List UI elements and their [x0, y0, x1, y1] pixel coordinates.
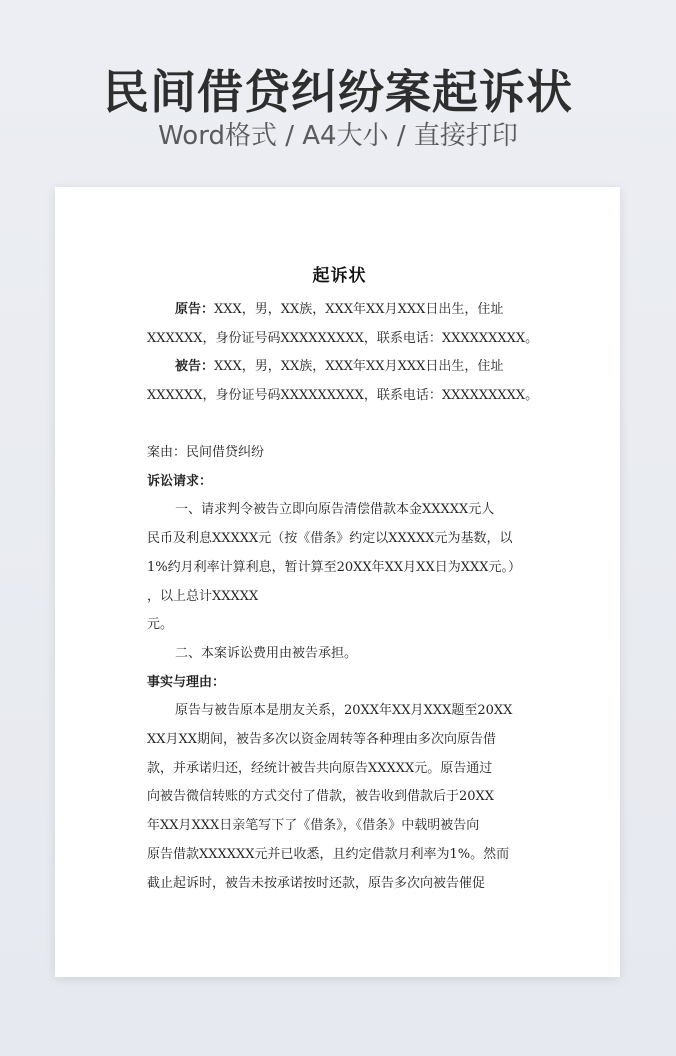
- plaintiff-line-1: [175, 301, 503, 319]
- facts-heading: 事实与理由：: [147, 675, 226, 690]
- document-title: 起诉状: [312, 266, 367, 286]
- facts-line: 原告借款XXXXXX元并已收悉，且约定借款月利率为1%。然而: [147, 847, 510, 862]
- claims-line: ，以上总计XXXXX: [147, 589, 259, 604]
- facts-line: 年XX月XXX日亲笔写下了《借条》，《借条》中载明被告向: [147, 818, 480, 833]
- claims-line: 民币及利息XXXXX元（按《借条》约定以XXXXX元为基数，以: [147, 531, 513, 546]
- claims-line: 一、请求判令被告立即向原告清偿借款本金XXXXX元人: [175, 502, 495, 517]
- claims-line: 元。: [147, 617, 174, 632]
- defendant-info-1: XXX，男，XX族，XXX年XX月XXX日出生，住址: [214, 359, 504, 374]
- banner-title: 民间借贷纠纷案起诉状: [103, 65, 573, 119]
- claims-line: 1%约月利率计算利息，暂计算至20XX年XX月XX日为XXX元。）: [147, 560, 521, 575]
- cause-of-action: 案由：民间借贷纠纷: [147, 445, 265, 460]
- banner-subtitle: Word格式 / A4大小 / 直接打印: [158, 121, 518, 151]
- facts-line: 款，并承诺归还，经统计被告共向原告XXXXX元。原告通过: [147, 761, 493, 776]
- document-page: [55, 187, 620, 977]
- facts-line: 原告与被告原本是朋友关系，20XX年XX月XXX题至20XX: [175, 703, 513, 718]
- claims-heading: 诉讼请求：: [147, 474, 213, 489]
- defendant-label: 被告：: [175, 359, 215, 374]
- plaintiff-info-1: XXX，男，XX族，XXX年XX月XXX日出生，住址: [214, 302, 504, 317]
- defendant-line-2: XXXXXX，身份证号码XXXXXXXXX，联系电话：XXXXXXXXX。: [147, 388, 539, 403]
- claims-line: 二、本案诉讼费用由被告承担。: [175, 646, 358, 661]
- plaintiff-line-2: XXXXXX，身份证号码XXXXXXXXX，联系电话：XXXXXXXXX。: [147, 331, 539, 346]
- defendant-line-1: [175, 358, 503, 376]
- facts-line: 截止起诉时，被告未按承诺按时还款，原告多次向被告催促: [147, 876, 486, 891]
- plaintiff-label: 原告：: [175, 302, 215, 317]
- facts-line: XX月XX期间，被告多次以资金周转等各种理由多次向原告借: [147, 732, 497, 747]
- facts-line: 向被告微信转账的方式交付了借款，被告收到借款后于20XX: [147, 789, 495, 804]
